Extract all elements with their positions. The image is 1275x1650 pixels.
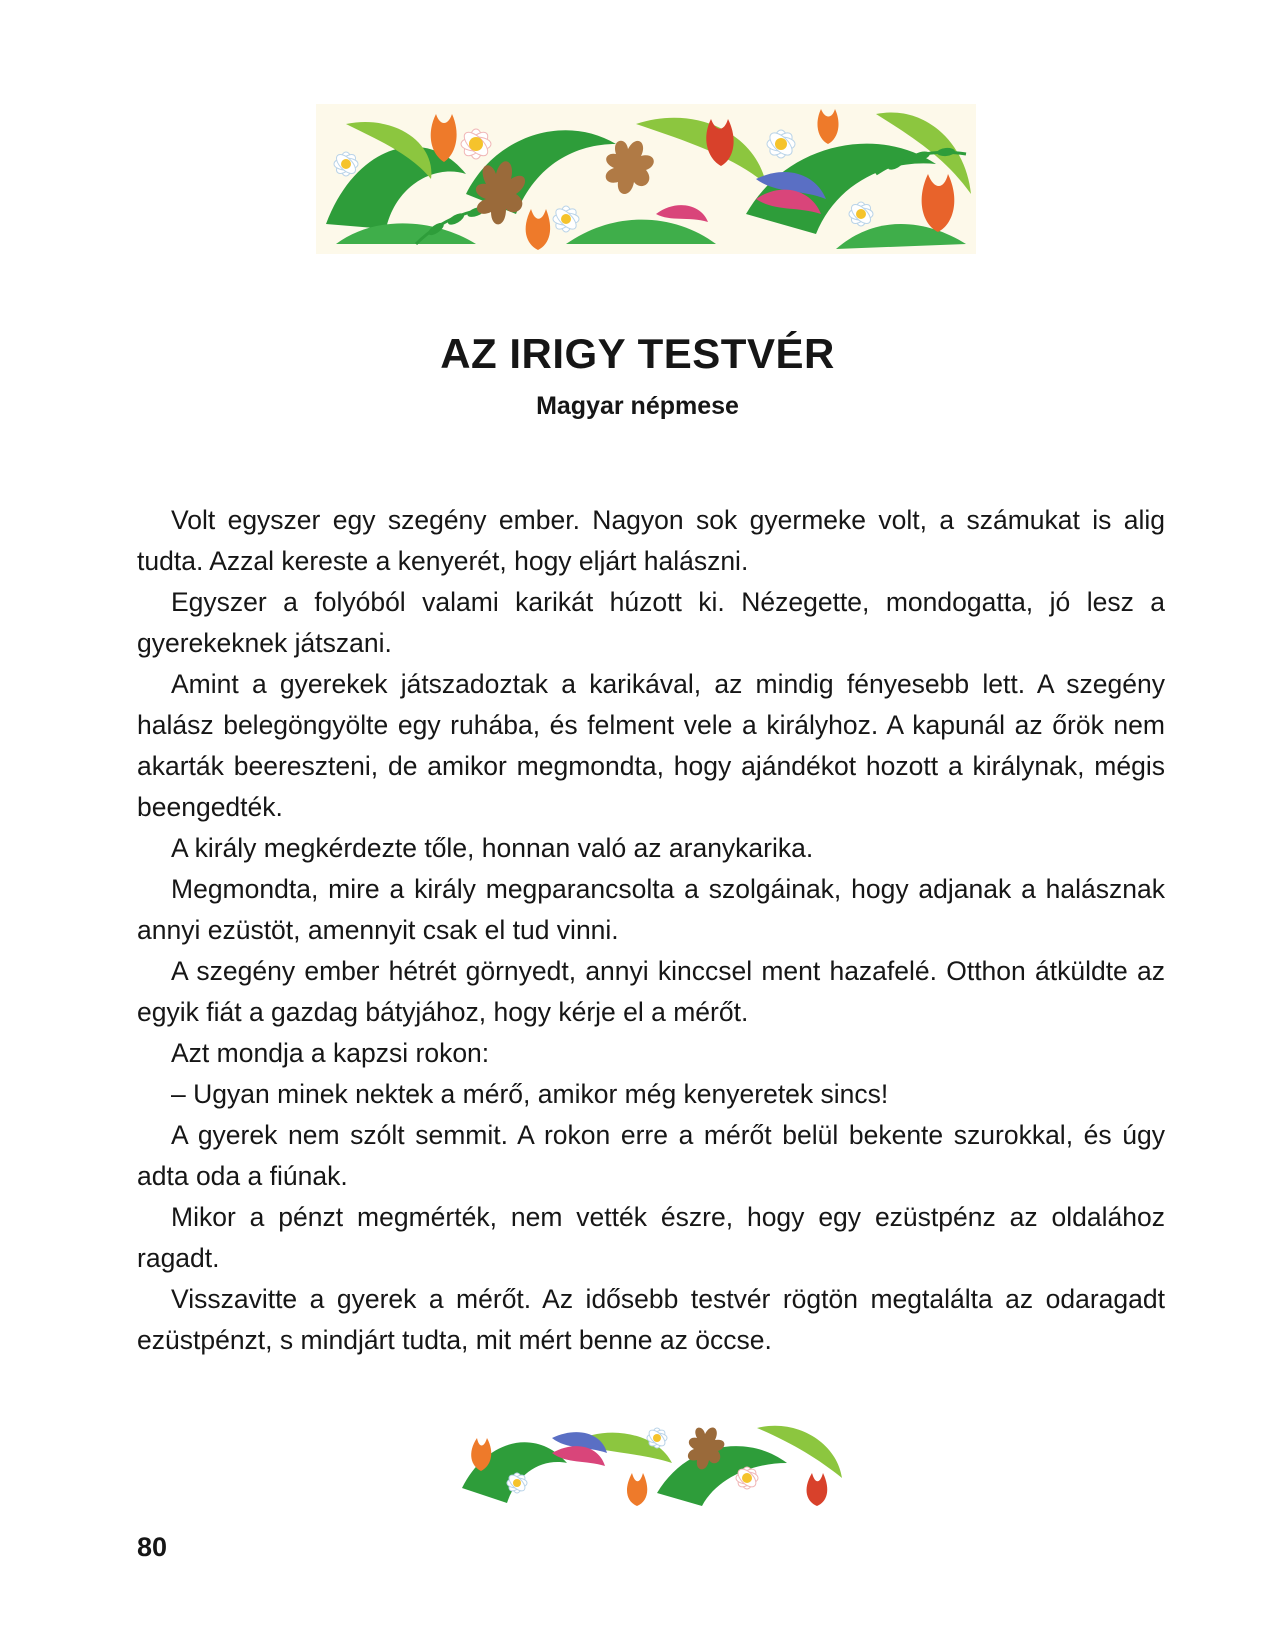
story-paragraph: Amint a gyerekek játszadoztak a karikával, az mindig fényesebb lett. A szegény halász belegöngyölte egy ruhába, és felment vele a királyhoz. A kapunál az őrök nem akarták beereszteni, de amikor megmondta, hogy ajándékot hozott a királynak, mégis beengedték. [137,669,1165,822]
story-paragraph: – Ugyan minek nektek a mérő, amikor még kenyeretek sincs! [171,1079,889,1109]
story-paragraph: Visszavitte a gyerek a mérőt. Az idősebb testvér rögtön megtalálta az odaragadt ezüstpénzt, s mindjárt tudta, mit mért benne az öccse. [137,1284,1165,1355]
story-paragraph: A király megkérdezte tőle, honnan való az aranykarika. [171,833,814,863]
story-body [137,500,1165,1361]
story-title: AZ IRIGY TESTVÉR [440,330,835,377]
page-number: 80 [137,1532,168,1562]
story-paragraph: Mikor a pénzt megmérték, nem vették észre, hogy egy ezüstpénz az oldalához ragadt. [137,1202,1165,1273]
story-paragraph: Megmondta, mire a király megparancsolta a szolgáinak, hogy adjanak a halásznak annyi ezüstöt, amennyit csak el tud vinni. [137,874,1165,945]
story-paragraph: Volt egyszer egy szegény ember. Nagyon sok gyermeke volt, a számukat is alig tudta. Azzal kereste a kenyerét, hogy eljárt halászni. [137,505,1165,576]
story-paragraph: A gyerek nem szólt semmit. A rokon erre a mérőt belül bekente szurokkal, és úgy adta oda a fiúnak. [137,1120,1165,1191]
story-paragraph: Azt mondja a kapzsi rokon: [171,1038,490,1068]
story-paragraph: Egyszer a folyóból valami karikát húzott ki. Nézegette, mondogatta, jó lesz a gyerekeknek játszani. [137,587,1165,658]
story-paragraph: A szegény ember hétrét görnyedt, annyi kinccsel ment hazafelé. Otthon átküldte az egyik fiát a gazdag bátyjához, hogy kérje el a mérőt. [137,956,1165,1027]
floral-ornament-top [314,104,978,254]
floral-ornament-bottom [456,1418,848,1506]
story-subtitle: Magyar népmese [536,392,739,420]
